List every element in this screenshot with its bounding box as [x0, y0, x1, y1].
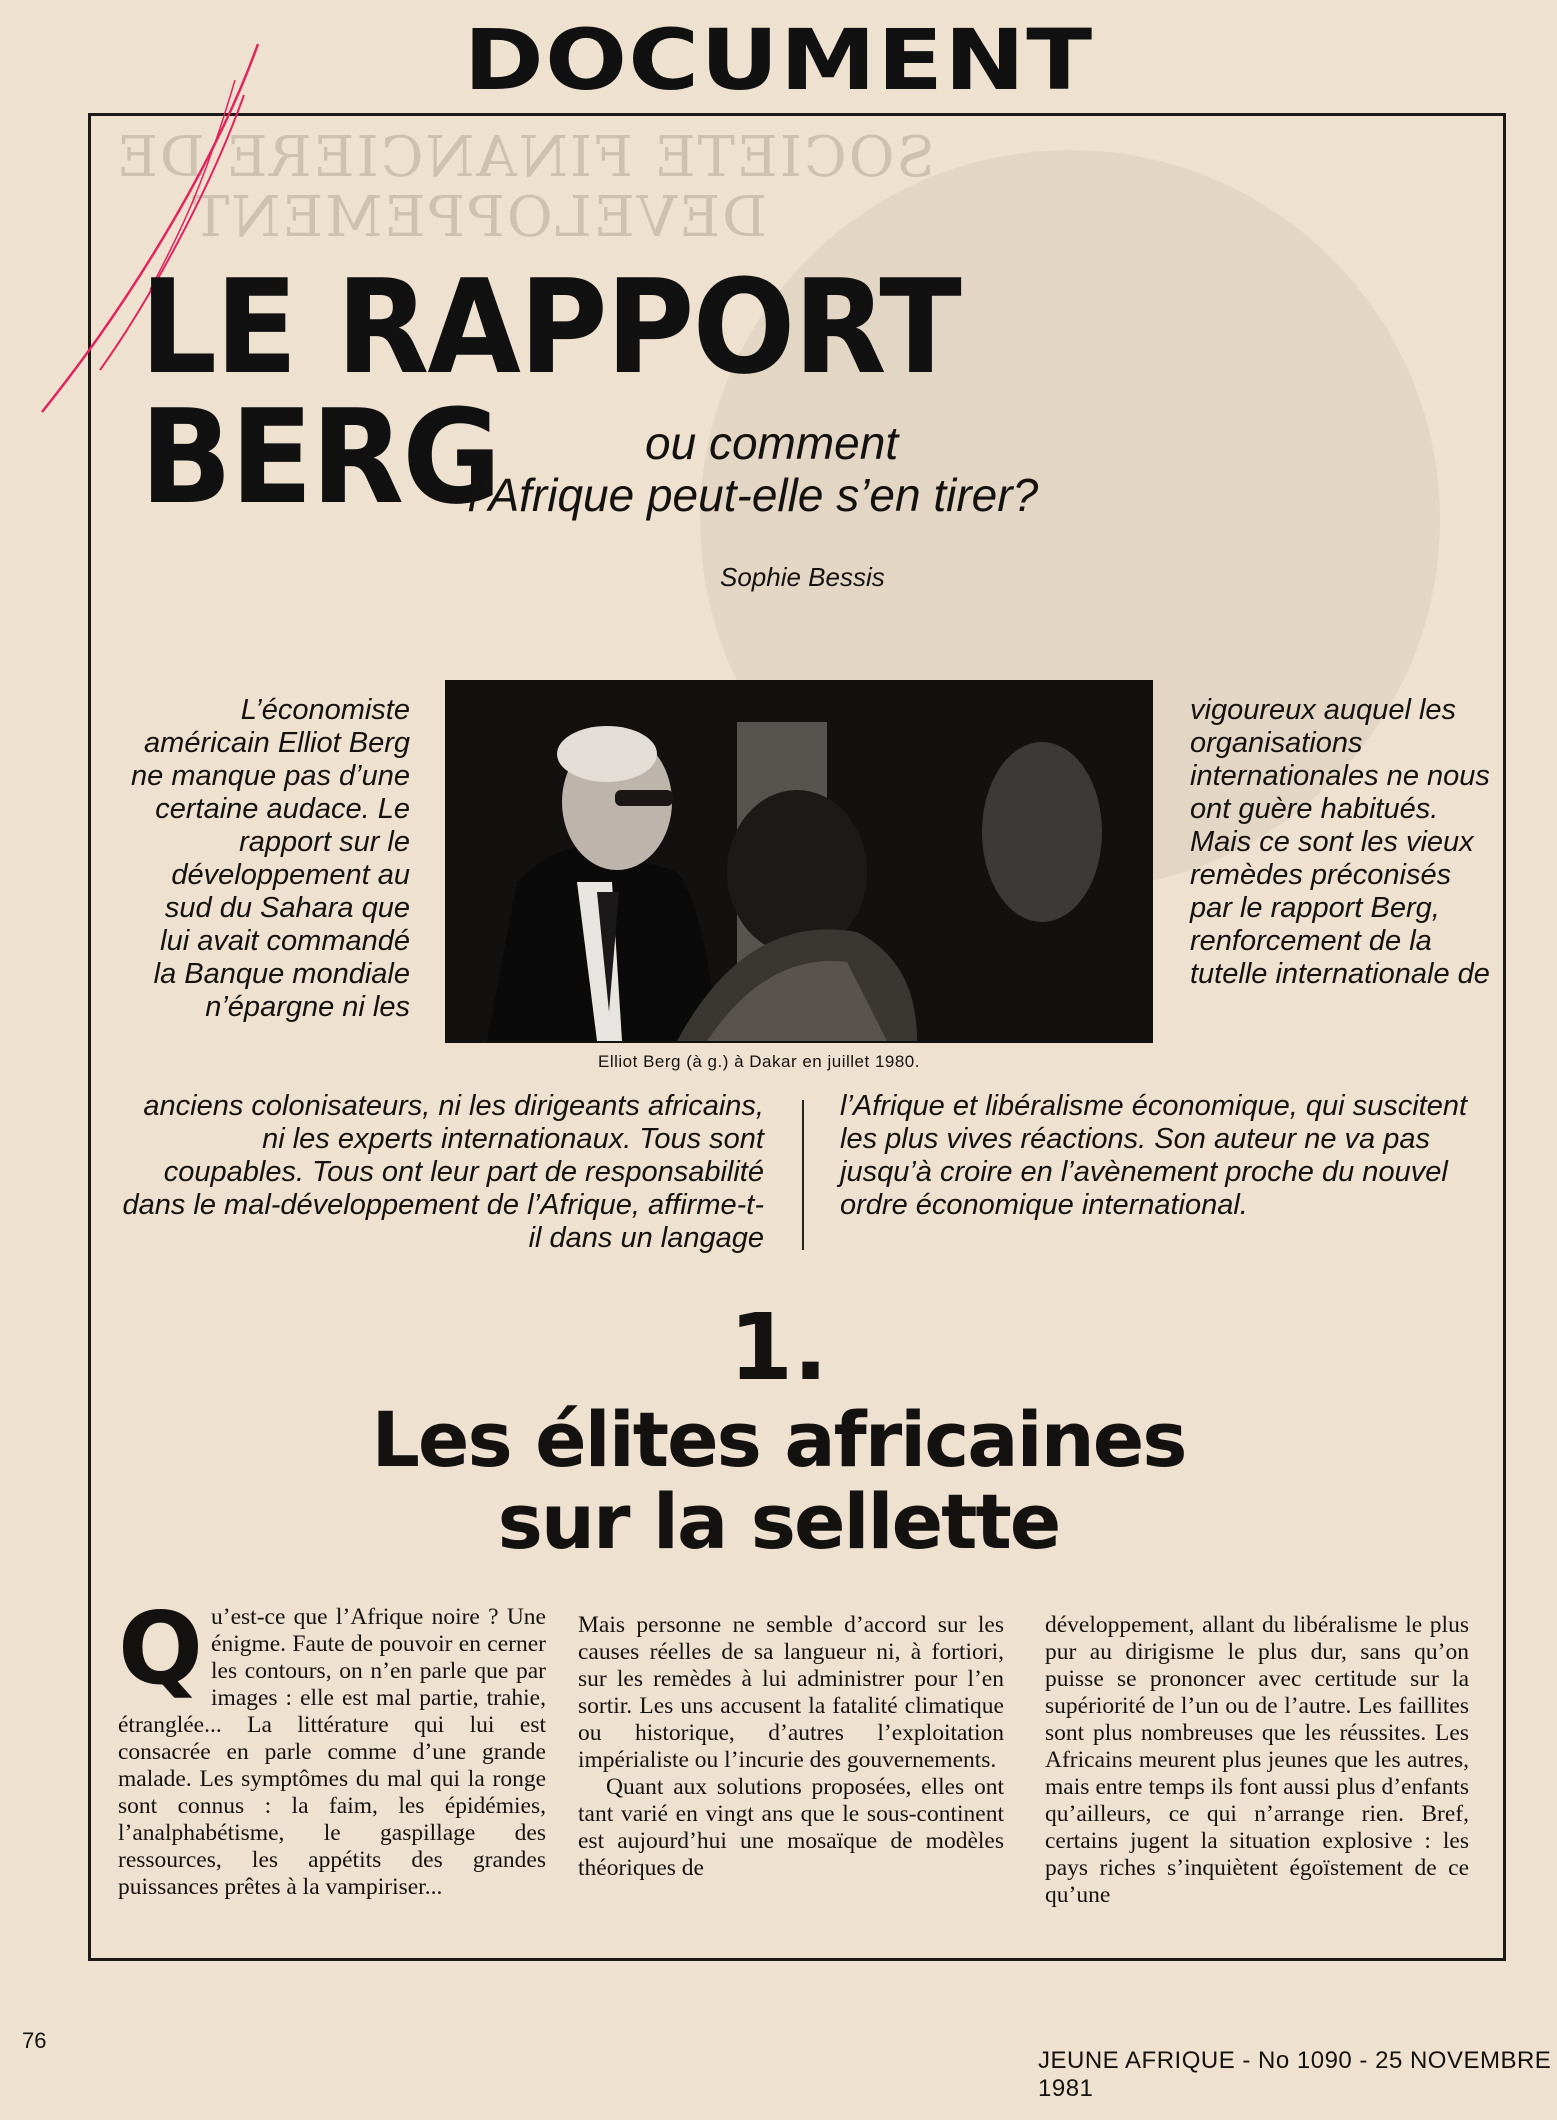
section-title-line-1: Les élites africaines	[371, 1395, 1186, 1484]
body-column-2	[578, 1612, 1004, 1882]
ghost-text-line-2: DEVELOPPEMENT	[190, 185, 768, 250]
photo-illustration	[447, 682, 1151, 1041]
article-title: LE RAPPORT BERG	[140, 251, 960, 533]
subtitle-line-1: ou comment	[645, 417, 899, 469]
body-column-2-paragraph-2: Quant aux solutions proposées, elles ont tant varié en vingt ans que le sous-continent est aujourd’hui une mosaïque de modèles théoriques de	[578, 1774, 1004, 1881]
intro-bottom-left-text: anciens colonisateurs, ni les dirigeants africains, ni les experts internationaux. Tous sont coupables. Tous ont leur part de responsabilité dans le mal-développement de l’Afrique, affirme-t-il dans un langage	[122, 1090, 764, 1254]
section-number: 1.	[729, 1294, 828, 1401]
article-photo	[445, 680, 1153, 1043]
page-number: 76	[22, 2028, 47, 2053]
drop-cap: Q	[118, 1590, 204, 1707]
body-column-3-text: développement, allant du libéralisme le plus pur au dirigisme le plus dur, sans qu’on puisse se prononcer avec certitude sur la supériorité de l’un ou de l’autre. Les faillites sont plus nombreuses que les réussites. Les Africains meurent plus jeunes que les autres, mais entre temps ils font aussi plus d’enfants qu’ailleurs, ce qui n’arrange rien. Bref, certains jugent la situation explosive : les pays riches s’inquiètent égoïstement de ce qu’une	[1045, 1612, 1469, 1908]
body-column-3	[1045, 1612, 1469, 1909]
subtitle-line-2: l’Afrique peut-elle s’en tirer?	[468, 469, 1039, 521]
publication-footer: JEUNE AFRIQUE - No 1090 - 25 NOVEMBRE 1981	[1038, 2047, 1552, 2102]
photo-caption: Elliot Berg (à g.) à Dakar en juillet 1980.	[598, 1052, 920, 1071]
body-column-1	[118, 1590, 546, 1901]
body-column-2-paragraph-1: Mais personne ne semble d’accord sur les causes réelles de sa langueur ni, à fortiori, sur les remèdes à lui administrer pour l’en sortir. Les uns accusent la fatalité climatique ou historique, d’autres l’exploitation impérialiste ou l’incurie des gouvernements.	[578, 1612, 1004, 1773]
intro-right-text: vigoureux auquel les organisations internationales ne nous ont guère habitués. Mais ce sont les vieux remèdes préconisés par le rapport Berg, renforcement de la tutelle internationale de	[1190, 694, 1490, 990]
body-column-1-text: u’est-ce que l’Afrique noire ? Une énigme. Faute de pouvoir en cerner les contours, on n’en parle que par images : elle est mal partie, trahie, étranglée... La littérature qui lui est consacrée en parle comme d’une grande malade. Les symptômes du mal qui la ronge sont connus : la faim, les épidémies, l’analphabétisme, le gaspillage des ressources, les appétits des grandes puissances prêtes à la vampiriser...	[118, 1604, 546, 1900]
author-byline: Sophie Bessis	[720, 562, 885, 592]
intro-bottom-right-text: l’Afrique et libéralisme économique, qui suscitent les plus vives réactions. Son auteur ne va pas jusqu’à croire en l’avènement proche du nouvel ordre économique international.	[840, 1090, 1468, 1221]
ghost-text-line-1: SOCIETE FINANCIERE DE	[115, 125, 936, 190]
section-kicker: DOCUMENT	[463, 11, 1094, 109]
intro-left-text: L’économiste américain Elliot Berg ne manque pas d’une certaine audace. Le rapport sur le développement au sud du Sahara que lui avait commandé la Banque mondiale n’épargne ni les	[131, 694, 410, 1023]
section-title-line-2: sur la sellette	[497, 1477, 1060, 1566]
intro-divider	[802, 1100, 804, 1250]
